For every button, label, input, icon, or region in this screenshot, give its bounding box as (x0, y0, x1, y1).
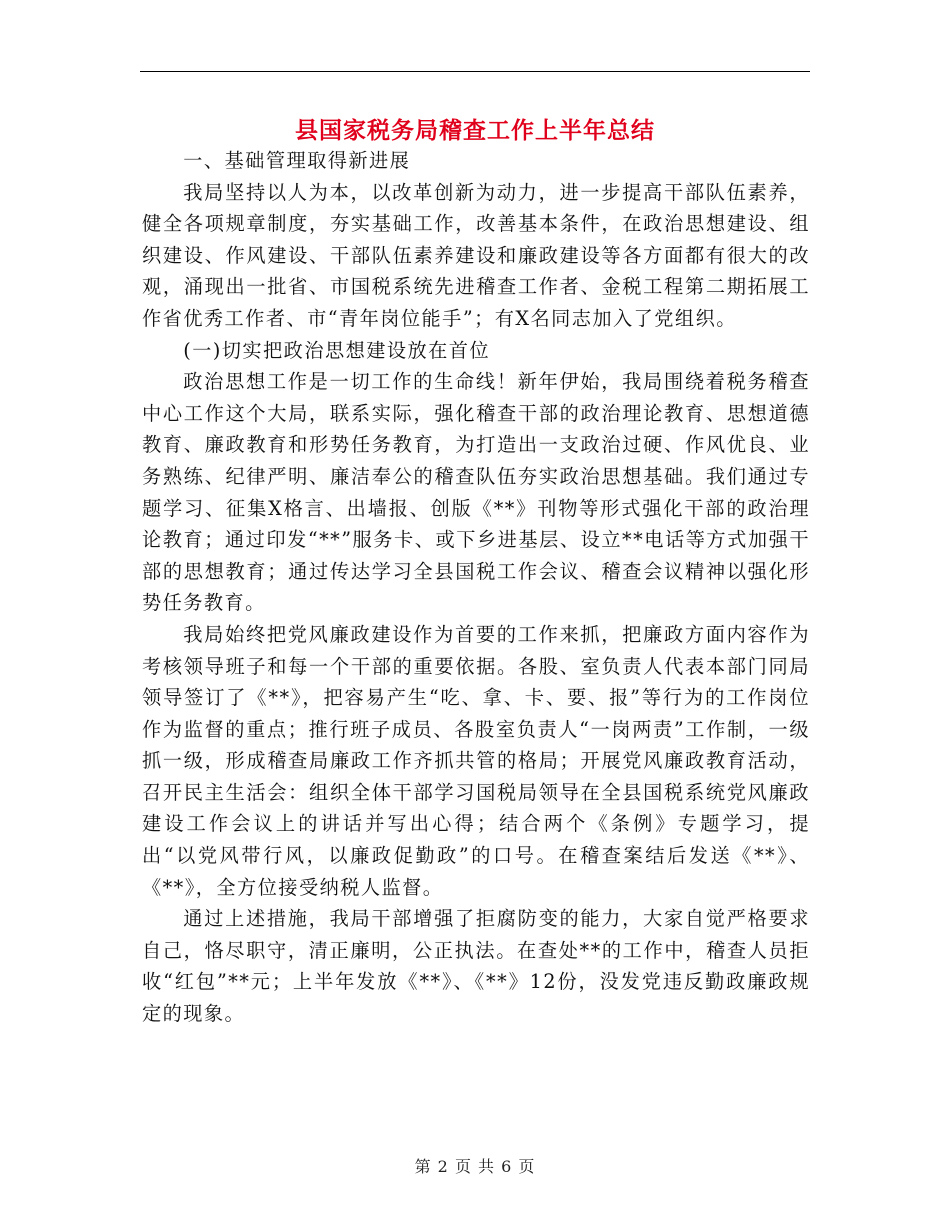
section-heading: 一、基础管理取得新进展 (183, 149, 411, 172)
subsection-heading: (一)切实把政治思想建设放在首位 (183, 338, 491, 362)
body-paragraph: 我局始终把党风廉政建设作为首要的工作来抓，把廉政方面内容作为考核领导班子和每一个干部的重要依据。各股、室负责人代表本部门同局领导签订了《**》，把容易产生“吃、拿、卡、要、报”等行为的工作岗位作为监督的重点；推行班子成员、各股室负责人“一岗两责”工作制，一级抓一级，形成稽查局廉政工作齐抓共管的格局；开展党风廉政教育活动，召开民主生活会：组织全体干部学习国税局领导在全县国税系统党风廉政建设工作会议上的讲话并写出心得；结合两个《条例》专题学习，提出“以党风带行风，以廉政促勤政”的口号。在稽查案结后发送《**》、《**》，全方位接受纳税人监督。 (142, 622, 810, 899)
body-paragraph: 通过上述措施，我局干部增强了拒腐防变的能力，大家自觉严格要求自己，恪尽职守，清正廉明，公正执法。在查处**的工作中，稽查人员拒收“红包”**元；上半年发放《**》、《**》12份，没发党违反勤政廉政规定的现象。 (142, 907, 810, 1026)
header-rule (140, 71, 810, 72)
body-paragraph: 我局坚持以人为本，以改革创新为动力，进一步提高干部队伍素养，健全各项规章制度，夯实基础工作，改善基本条件，在政治思想建设、组织建设、作风建设、干部队伍素养建设和廉政建设等各方面都有很大的改观，涌现出一批省、市国税系统先进稽查工作者、金税工程第二期拓展工作省优秀工作者、市“青年岗位能手”；有X名同志加入了党组织。 (142, 180, 810, 330)
document-body (142, 145, 810, 1030)
document-title: 县国家税务局稽查工作上半年总结 (295, 118, 655, 144)
body-paragraph: 政治思想工作是一切工作的生命线！新年伊始，我局围绕着税务稽查中心工作这个大局，联系实际，强化稽查干部的政治理论教育、思想道德教育、廉政教育和形势任务教育，为打造出一支政治过硬、作风优良、业务熟练、纪律严明、廉洁奉公的稽查队伍夯实政治思想基础。我们通过专题学习、征集X格言、出墙报、创版《**》刊物等形式强化干部的政治理论教育；通过印发“**”服务卡、或下乡进基层、设立**电话等方式加强干部的思想教育；通过传达学习全县国税工作会议、稽查会议精神以强化形势任务教育。 (142, 370, 810, 615)
page-number: 第 2 页 共 6 页 (414, 1157, 536, 1176)
